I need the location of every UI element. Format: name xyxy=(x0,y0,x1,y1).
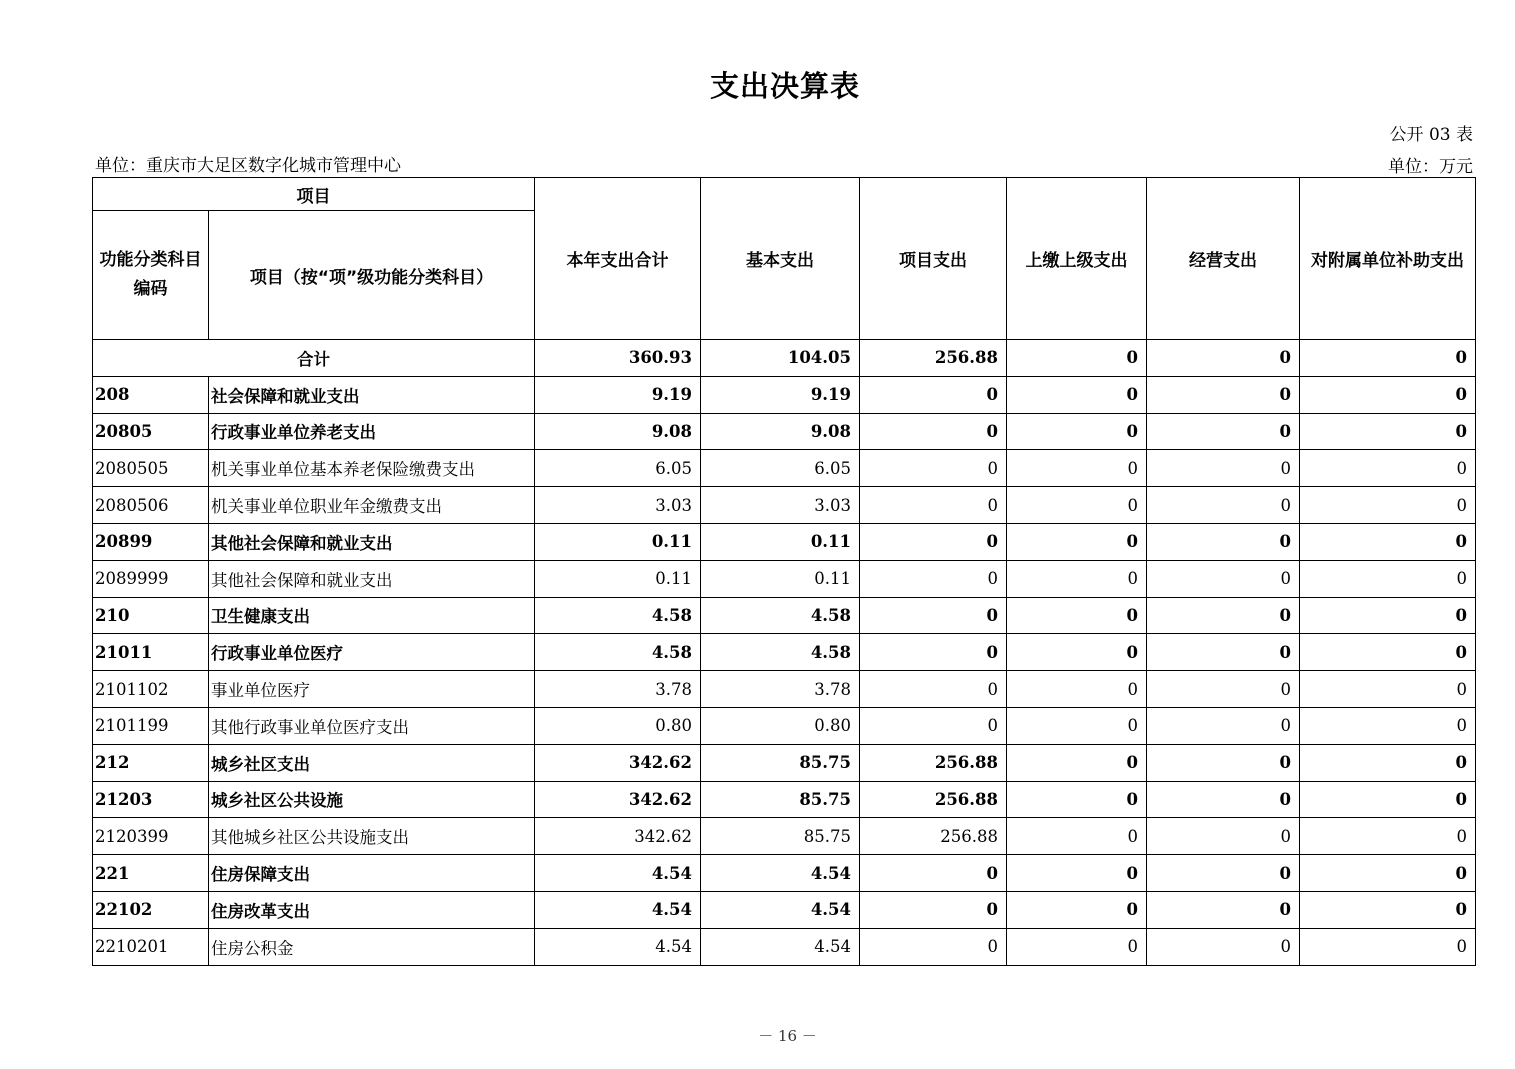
basic-cell: 4.54 xyxy=(701,891,860,928)
code-cell: 21203 xyxy=(93,781,209,818)
basic-cell: 9.08 xyxy=(701,413,860,450)
project-cell: 256.88 xyxy=(860,340,1007,377)
table-row xyxy=(93,781,1476,818)
total-cell: 4.58 xyxy=(535,634,701,671)
basic-cell: 9.19 xyxy=(701,376,860,413)
project-cell: 0 xyxy=(860,891,1007,928)
basic-cell: 4.58 xyxy=(701,634,860,671)
code-cell: 2080505 xyxy=(93,450,209,487)
name-cell: 机关事业单位职业年金缴费支出 xyxy=(209,487,535,524)
basic-cell: 4.54 xyxy=(701,855,860,892)
upper-cell: 0 xyxy=(1007,928,1147,965)
total-cell: 9.08 xyxy=(535,413,701,450)
header-basic: 基本支出 xyxy=(701,178,860,340)
upper-cell: 0 xyxy=(1007,855,1147,892)
code-cell: 21011 xyxy=(93,634,209,671)
name-cell: 城乡社区支出 xyxy=(209,744,535,781)
project-cell: 0 xyxy=(860,487,1007,524)
total-row xyxy=(93,340,1476,377)
subsidy-cell: 0 xyxy=(1300,744,1476,781)
total-cell: 4.58 xyxy=(535,597,701,634)
code-cell: 20805 xyxy=(93,413,209,450)
code-cell: 2120399 xyxy=(93,818,209,855)
basic-cell: 4.54 xyxy=(701,928,860,965)
upper-cell: 0 xyxy=(1007,597,1147,634)
operating-cell: 0 xyxy=(1147,487,1300,524)
upper-cell: 0 xyxy=(1007,450,1147,487)
total-cell: 0.11 xyxy=(535,523,701,560)
name-cell: 住房改革支出 xyxy=(209,891,535,928)
upper-cell: 0 xyxy=(1007,671,1147,708)
header-upper: 上缴上级支出 xyxy=(1007,178,1147,340)
table-row xyxy=(93,818,1476,855)
operating-cell: 0 xyxy=(1147,928,1300,965)
operating-cell: 0 xyxy=(1147,707,1300,744)
total-cell: 4.54 xyxy=(535,855,701,892)
upper-cell: 0 xyxy=(1007,634,1147,671)
basic-cell: 85.75 xyxy=(701,818,860,855)
table-row xyxy=(93,707,1476,744)
code-cell: 221 xyxy=(93,855,209,892)
page-title: 支出决算表 xyxy=(709,69,860,103)
table-row xyxy=(93,413,1476,450)
total-cell: 6.05 xyxy=(535,450,701,487)
subsidy-cell: 0 xyxy=(1300,450,1476,487)
total-cell: 360.93 xyxy=(535,340,701,377)
code-cell: 2089999 xyxy=(93,560,209,597)
operating-cell: 0 xyxy=(1147,523,1300,560)
subsidy-cell: 0 xyxy=(1300,487,1476,524)
code-cell: 212 xyxy=(93,744,209,781)
project-cell: 0 xyxy=(860,855,1007,892)
name-cell: 事业单位医疗 xyxy=(209,671,535,708)
header-code: 功能分类科目编码 xyxy=(93,211,209,340)
header-subsidy: 对附属单位补助支出 xyxy=(1300,178,1476,340)
operating-cell: 0 xyxy=(1147,634,1300,671)
table-row xyxy=(93,634,1476,671)
basic-cell: 3.78 xyxy=(701,671,860,708)
basic-cell: 104.05 xyxy=(701,340,860,377)
table-row xyxy=(93,891,1476,928)
table-row xyxy=(93,744,1476,781)
total-cell: 3.03 xyxy=(535,487,701,524)
table-row xyxy=(93,376,1476,413)
basic-cell: 85.75 xyxy=(701,781,860,818)
upper-cell: 0 xyxy=(1007,818,1147,855)
upper-cell: 0 xyxy=(1007,487,1147,524)
subsidy-cell: 0 xyxy=(1300,928,1476,965)
basic-cell: 0.80 xyxy=(701,707,860,744)
operating-cell: 0 xyxy=(1147,597,1300,634)
header-operating: 经营支出 xyxy=(1147,178,1300,340)
basic-cell: 0.11 xyxy=(701,523,860,560)
project-cell: 0 xyxy=(860,634,1007,671)
upper-cell: 0 xyxy=(1007,707,1147,744)
subsidy-cell: 0 xyxy=(1300,818,1476,855)
project-cell: 256.88 xyxy=(860,744,1007,781)
subsidy-cell: 0 xyxy=(1300,413,1476,450)
code-cell: 208 xyxy=(93,376,209,413)
name-cell: 社会保障和就业支出 xyxy=(209,376,535,413)
header-name: 项目（按“项”级功能分类科目） xyxy=(209,211,535,340)
total-cell: 0.80 xyxy=(535,707,701,744)
subsidy-cell: 0 xyxy=(1300,376,1476,413)
unit-organization: 单位：重庆市大足区数字化城市管理中心 xyxy=(95,156,401,176)
name-cell: 其他社会保障和就业支出 xyxy=(209,560,535,597)
table-row xyxy=(93,597,1476,634)
project-cell: 0 xyxy=(860,560,1007,597)
upper-cell: 0 xyxy=(1007,340,1147,377)
name-cell: 其他社会保障和就业支出 xyxy=(209,523,535,560)
code-cell: 2101102 xyxy=(93,671,209,708)
subsidy-cell: 0 xyxy=(1300,340,1476,377)
project-cell: 0 xyxy=(860,671,1007,708)
subsidy-cell: 0 xyxy=(1300,781,1476,818)
operating-cell: 0 xyxy=(1147,818,1300,855)
project-cell: 256.88 xyxy=(860,781,1007,818)
subsidy-cell: 0 xyxy=(1300,597,1476,634)
operating-cell: 0 xyxy=(1147,781,1300,818)
operating-cell: 0 xyxy=(1147,855,1300,892)
upper-cell: 0 xyxy=(1007,523,1147,560)
subsidy-cell: 0 xyxy=(1300,671,1476,708)
code-cell: 2210201 xyxy=(93,928,209,965)
code-cell: 2080506 xyxy=(93,487,209,524)
total-cell: 3.78 xyxy=(535,671,701,708)
header-project-expense: 项目支出 xyxy=(860,178,1007,340)
upper-cell: 0 xyxy=(1007,744,1147,781)
operating-cell: 0 xyxy=(1147,891,1300,928)
operating-cell: 0 xyxy=(1147,413,1300,450)
name-cell: 行政事业单位医疗 xyxy=(209,634,535,671)
table-header xyxy=(93,178,1476,340)
total-cell: 342.62 xyxy=(535,818,701,855)
operating-cell: 0 xyxy=(1147,450,1300,487)
subsidy-cell: 0 xyxy=(1300,891,1476,928)
subsidy-cell: 0 xyxy=(1300,560,1476,597)
project-cell: 256.88 xyxy=(860,818,1007,855)
upper-cell: 0 xyxy=(1007,781,1147,818)
code-cell: 210 xyxy=(93,597,209,634)
operating-cell: 0 xyxy=(1147,744,1300,781)
code-cell: 20899 xyxy=(93,523,209,560)
total-cell: 4.54 xyxy=(535,928,701,965)
operating-cell: 0 xyxy=(1147,560,1300,597)
operating-cell: 0 xyxy=(1147,340,1300,377)
table-row xyxy=(93,855,1476,892)
total-cell: 342.62 xyxy=(535,781,701,818)
operating-cell: 0 xyxy=(1147,376,1300,413)
upper-cell: 0 xyxy=(1007,891,1147,928)
table-row xyxy=(93,928,1476,965)
table-body xyxy=(93,340,1476,966)
project-cell: 0 xyxy=(860,413,1007,450)
basic-cell: 85.75 xyxy=(701,744,860,781)
total-cell: 342.62 xyxy=(535,744,701,781)
project-cell: 0 xyxy=(860,928,1007,965)
basic-cell: 0.11 xyxy=(701,560,860,597)
basic-cell: 6.05 xyxy=(701,450,860,487)
table-row xyxy=(93,560,1476,597)
subsidy-cell: 0 xyxy=(1300,855,1476,892)
name-cell: 卫生健康支出 xyxy=(209,597,535,634)
basic-cell: 4.58 xyxy=(701,597,860,634)
name-cell: 其他城乡社区公共设施支出 xyxy=(209,818,535,855)
project-cell: 0 xyxy=(860,523,1007,560)
name-cell: 城乡社区公共设施 xyxy=(209,781,535,818)
project-cell: 0 xyxy=(860,376,1007,413)
project-cell: 0 xyxy=(860,597,1007,634)
subsidy-cell: 0 xyxy=(1300,634,1476,671)
operating-cell: 0 xyxy=(1147,671,1300,708)
code-cell: 22102 xyxy=(93,891,209,928)
unit-currency: 单位：万元 xyxy=(1388,157,1473,177)
code-cell: 2101199 xyxy=(93,707,209,744)
basic-cell: 3.03 xyxy=(701,487,860,524)
total-label: 合计 xyxy=(93,340,535,377)
name-cell: 其他行政事业单位医疗支出 xyxy=(209,707,535,744)
subsidy-cell: 0 xyxy=(1300,523,1476,560)
header-total: 本年支出合计 xyxy=(535,178,701,340)
project-cell: 0 xyxy=(860,450,1007,487)
table-row xyxy=(93,450,1476,487)
form-number: 公开 03 表 xyxy=(1389,125,1473,145)
table-row xyxy=(93,523,1476,560)
page-number: － 16 － xyxy=(758,1027,817,1045)
table-row xyxy=(93,671,1476,708)
name-cell: 住房公积金 xyxy=(209,928,535,965)
upper-cell: 0 xyxy=(1007,413,1147,450)
total-cell: 0.11 xyxy=(535,560,701,597)
expenditure-table xyxy=(92,177,1476,966)
name-cell: 住房保障支出 xyxy=(209,855,535,892)
total-cell: 4.54 xyxy=(535,891,701,928)
table-row xyxy=(93,487,1476,524)
name-cell: 行政事业单位养老支出 xyxy=(209,413,535,450)
upper-cell: 0 xyxy=(1007,376,1147,413)
total-cell: 9.19 xyxy=(535,376,701,413)
header-project: 项目 xyxy=(93,178,535,211)
subsidy-cell: 0 xyxy=(1300,707,1476,744)
name-cell: 机关事业单位基本养老保险缴费支出 xyxy=(209,450,535,487)
project-cell: 0 xyxy=(860,707,1007,744)
upper-cell: 0 xyxy=(1007,560,1147,597)
